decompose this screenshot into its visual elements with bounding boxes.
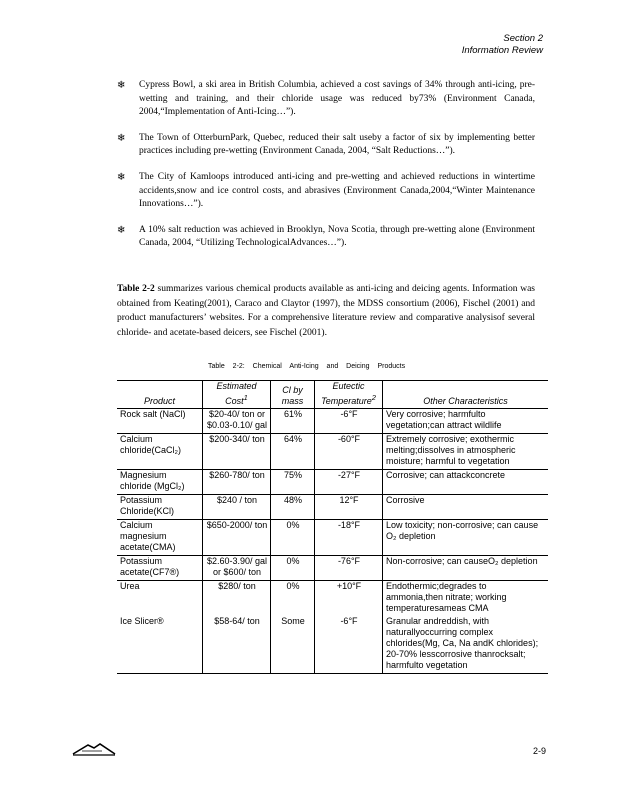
cell-cl: 0% (271, 556, 315, 581)
header-cl: Cl by mass (271, 381, 315, 409)
cell-other: Endothermic;degrades to ammonia,then nitrate; working temperaturesameas CMA (383, 581, 549, 617)
table-row (117, 581, 548, 617)
header-product: Product (117, 381, 203, 409)
section-label: Section 2 (503, 33, 543, 44)
cell-other: Corrosive; can attackconcrete (383, 470, 549, 495)
table-row (117, 470, 548, 495)
cell-temp: -60°F (315, 434, 383, 470)
snowflake-bullet-icon: ❄ (117, 171, 126, 183)
cell-other: Extremely corrosive; exothermic melting;dissolves in atmospheric moisture; harmful to vegetation (383, 434, 549, 470)
cell-cl: Some (271, 616, 315, 674)
cell-cost: $650-2000/ ton (203, 520, 271, 556)
cell-cl: 0% (271, 581, 315, 617)
bullet-text: The Town of OtterburnPark, Quebec, reduced their salt useby a factor of six by implementing better practices including pre-wetting (Environment Canada, 2004, “Salt Reductions…”). (139, 132, 535, 157)
bullet-item (117, 79, 535, 120)
products-table (117, 380, 548, 674)
table-row (117, 434, 548, 470)
cell-other: Non-corrosive; can causeO₂ depletion (383, 556, 549, 581)
snowflake-bullet-icon: ❄ (117, 224, 126, 236)
cell-product: Ice Slicer® (117, 616, 203, 674)
header-other: Other Characteristics (383, 381, 549, 409)
header-eutectic: Eutectic Temperature$^2$ (315, 381, 383, 409)
snowflake-bullet-icon: ❄ (117, 80, 126, 91)
snowflake-bullet-icon: ❄ (117, 132, 126, 144)
cell-other: Corrosive (383, 495, 549, 520)
section-title: Information Review (461, 44, 543, 56)
bullet-item (117, 224, 535, 251)
cell-temp: -18°F (315, 520, 383, 556)
cell-temp: +10°F (315, 581, 383, 617)
table-row (117, 520, 548, 556)
cell-product: Potassium acetate(CF7®) (117, 556, 203, 581)
cell-cost: $240 / ton (203, 495, 271, 520)
cell-temp: -76°F (315, 556, 383, 581)
cell-temp: -27°F (315, 470, 383, 495)
cell-product: Calcium chloride(CaCl₂) (117, 434, 203, 470)
table-row (117, 495, 548, 520)
bullet-item (117, 171, 535, 212)
cell-cl: 75% (271, 470, 315, 495)
header-cost: Estimated Cost$^1$ (203, 381, 271, 409)
cell-product: Rock salt (NaCl) (117, 409, 203, 434)
bullet-list (117, 79, 535, 263)
cell-product: Potassium Chloride(KCl) (117, 495, 203, 520)
cell-other: Low toxicity; non-corrosive; can cause O₂ depletion (383, 520, 549, 556)
cell-cost: $200-340/ ton (203, 434, 271, 470)
cell-cl: 48% (271, 495, 315, 520)
bullet-text: Cypress Bowl, a ski area in British Columbia, achieved a cost savings of 34% through anti-icing, pre-wetting and training, and their chloride usage was reduced by73% (Environment Canada, 2004,“Implementation of Anti-Icing…”). (139, 80, 535, 118)
page-number: 2-9 (532, 746, 546, 756)
cell-temp: 12°F (315, 495, 383, 520)
table-intro-paragraph (117, 282, 535, 340)
bullet-text: A 10% salt reduction was achieved in Brooklyn, Nova Scotia, through pre-wetting alone (Environment Canada, 2004, “Utilizing TechnologicalAdvances…”). (139, 224, 535, 249)
cell-cost: $20-40/ ton or $0.03-0.10/ gal (203, 409, 271, 434)
table-header-row (117, 381, 548, 409)
cell-product: Urea (120, 581, 140, 591)
bullet-text: The City of Kamloops introduced anti-icing and pre-wetting and achieved reductions in wintertime accidents,snow and ice control costs, and abrasives (Environment Canada,2004,“Winter Maintenance Innovations…”). (139, 171, 535, 210)
cell-product: Magnesium chloride (MgCl₂) (117, 470, 203, 495)
page-header (462, 33, 543, 56)
cell-other: Very corrosive; harmfulto vegetation;can attract wildlife (383, 409, 549, 434)
table-row (117, 409, 548, 434)
intro-text: summarizes various chemical products available as anti-icing and deicing agents. Information was obtained from Keating(2001), Caraco and Claytor (1997), the MDSS consortium (2006), Fischel (2001) and product manufacturers’ websites. For a comprehensive literature review and comparative analysisof several chloride- and acetate-based deicers, see Fischel (2001). (117, 284, 535, 338)
table-caption: Table 2-2: Chemical Anti-Icing and Deicing Products (208, 363, 406, 370)
cell-cost: $260-780/ ton (203, 470, 271, 495)
cell-cl: 0% (271, 520, 315, 556)
cell-other: Granular andreddish, with naturallyoccurring complex chlorides(Mg, Ca, Na andK chlorides); 20-70% lesscorrosive thanrocksalt; harmfulto vegetation (383, 616, 549, 674)
table-row (117, 616, 548, 674)
cell-product: Calcium magnesium acetate(CMA) (117, 520, 203, 556)
cell-cost: $2.60-3.90/ gal or $600/ ton (203, 556, 271, 581)
cell-cl: 61% (271, 409, 315, 434)
table-row (117, 556, 548, 581)
cell-cost: $280/ ton (203, 581, 271, 617)
mountain-logo-icon (72, 742, 116, 756)
cell-cl: 64% (271, 434, 315, 470)
bullet-item (117, 132, 535, 159)
cell-temp: -6°F (315, 409, 383, 434)
table-reference: Table 2-2 (117, 284, 155, 294)
cell-cost: $58-64/ ton (203, 616, 271, 674)
cell-temp: -6°F (315, 616, 383, 674)
